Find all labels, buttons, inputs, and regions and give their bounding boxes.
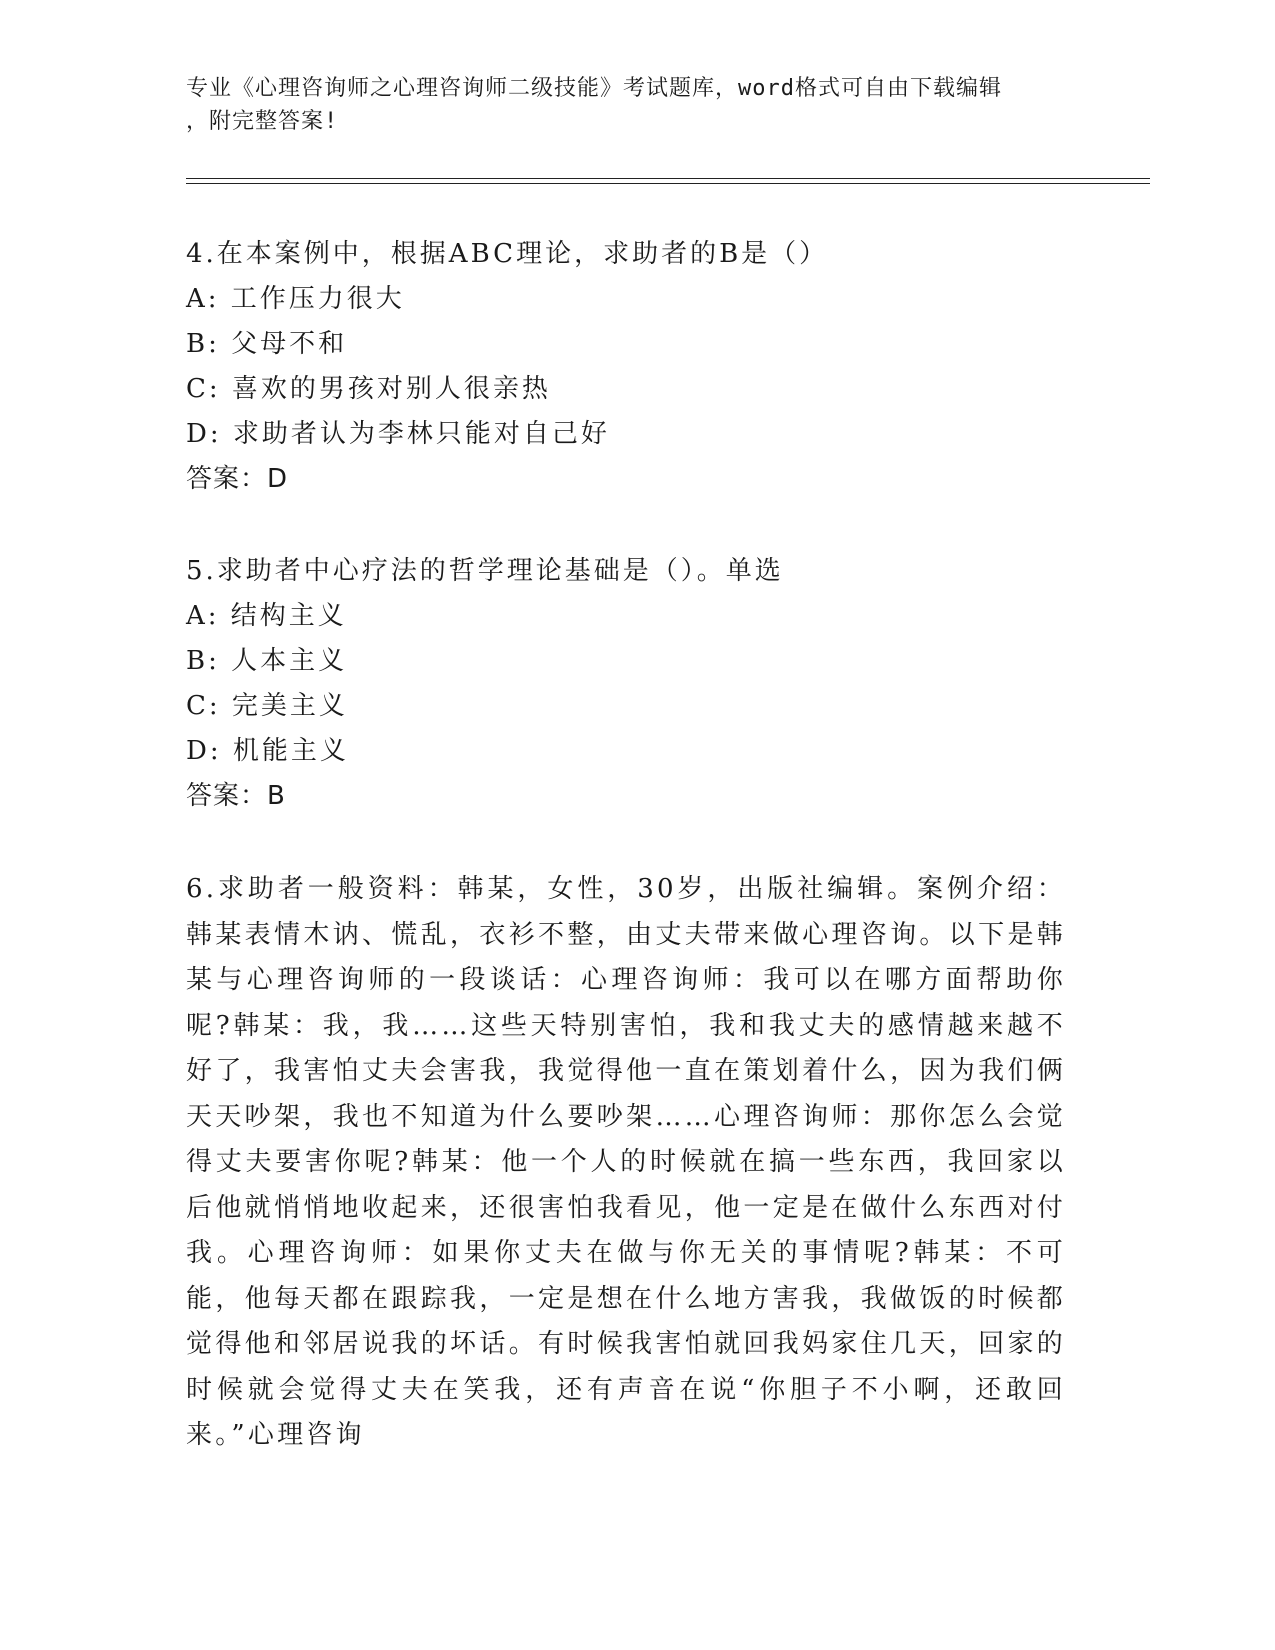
option-a: A: 工作压力很大	[186, 284, 405, 314]
question-stem: 4.在本案例中，根据ABC理论，求助者的B是（）	[186, 239, 829, 269]
option-d: D: 机能主义	[186, 736, 349, 766]
option-c: C: 完美主义	[186, 691, 348, 721]
header-divider-top	[186, 178, 1150, 179]
question-5	[186, 549, 1066, 819]
option-d: D: 求助者认为李林只能对自己好	[186, 419, 610, 449]
answer: 答案：D	[186, 464, 289, 494]
option-b: B: 人本主义	[186, 646, 348, 676]
header-line-2: ，附完整答案!	[186, 109, 339, 134]
document-header	[186, 72, 1066, 138]
option-a: A: 结构主义	[186, 601, 347, 631]
question-6	[186, 867, 1066, 1459]
header-line-1: 专业《心理咨询师之心理咨询师二级技能》考试题库，word格式可自由下载编辑	[186, 76, 1002, 101]
option-c: C: 喜欢的男孩对别人很亲热	[186, 374, 551, 404]
option-b: B: 父母不和	[186, 329, 348, 359]
answer: 答案：B	[186, 781, 286, 811]
question-stem: 5.求助者中心疗法的哲学理论基础是（）。单选	[186, 556, 784, 586]
question-4	[186, 232, 1066, 502]
question-6-text: 6.求助者一般资料：韩某，女性，30岁，出版社编辑。案例介绍：韩某表情木讷、慌乱，衣衫不整，由丈夫带来做心理咨询。以下是韩某与心理咨询师的一段谈话：心理咨询师：我可以在哪方面帮助你呢?韩某：我，我……这些天特别害怕，我和我丈夫的感情越来越不好了，我害怕丈夫会害我，我觉得他一直在策划着什么，因为我们俩天天吵架，我也不知道为什么要吵架……心理咨询师：那你怎么会觉得丈夫要害你呢?韩某：他一个人的时候就在搞一些东西，我回家以后他就悄悄地收起来，还很害怕我看见，他一定是在做什么东西对付我。心理咨询师：如果你丈夫在做与你无关的事情呢?韩某：不可能，他每天都在跟踪我，一定是想在什么地方害我，我做饭的时候都觉得他和邻居说我的坏话。有时候我害怕就回我妈家住几天，回家的时候就会觉得丈夫在笑我，还有声音在说“你胆子不小啊，还敢回来。”心理咨询	[186, 874, 1066, 1450]
header-divider-bottom	[186, 183, 1150, 184]
